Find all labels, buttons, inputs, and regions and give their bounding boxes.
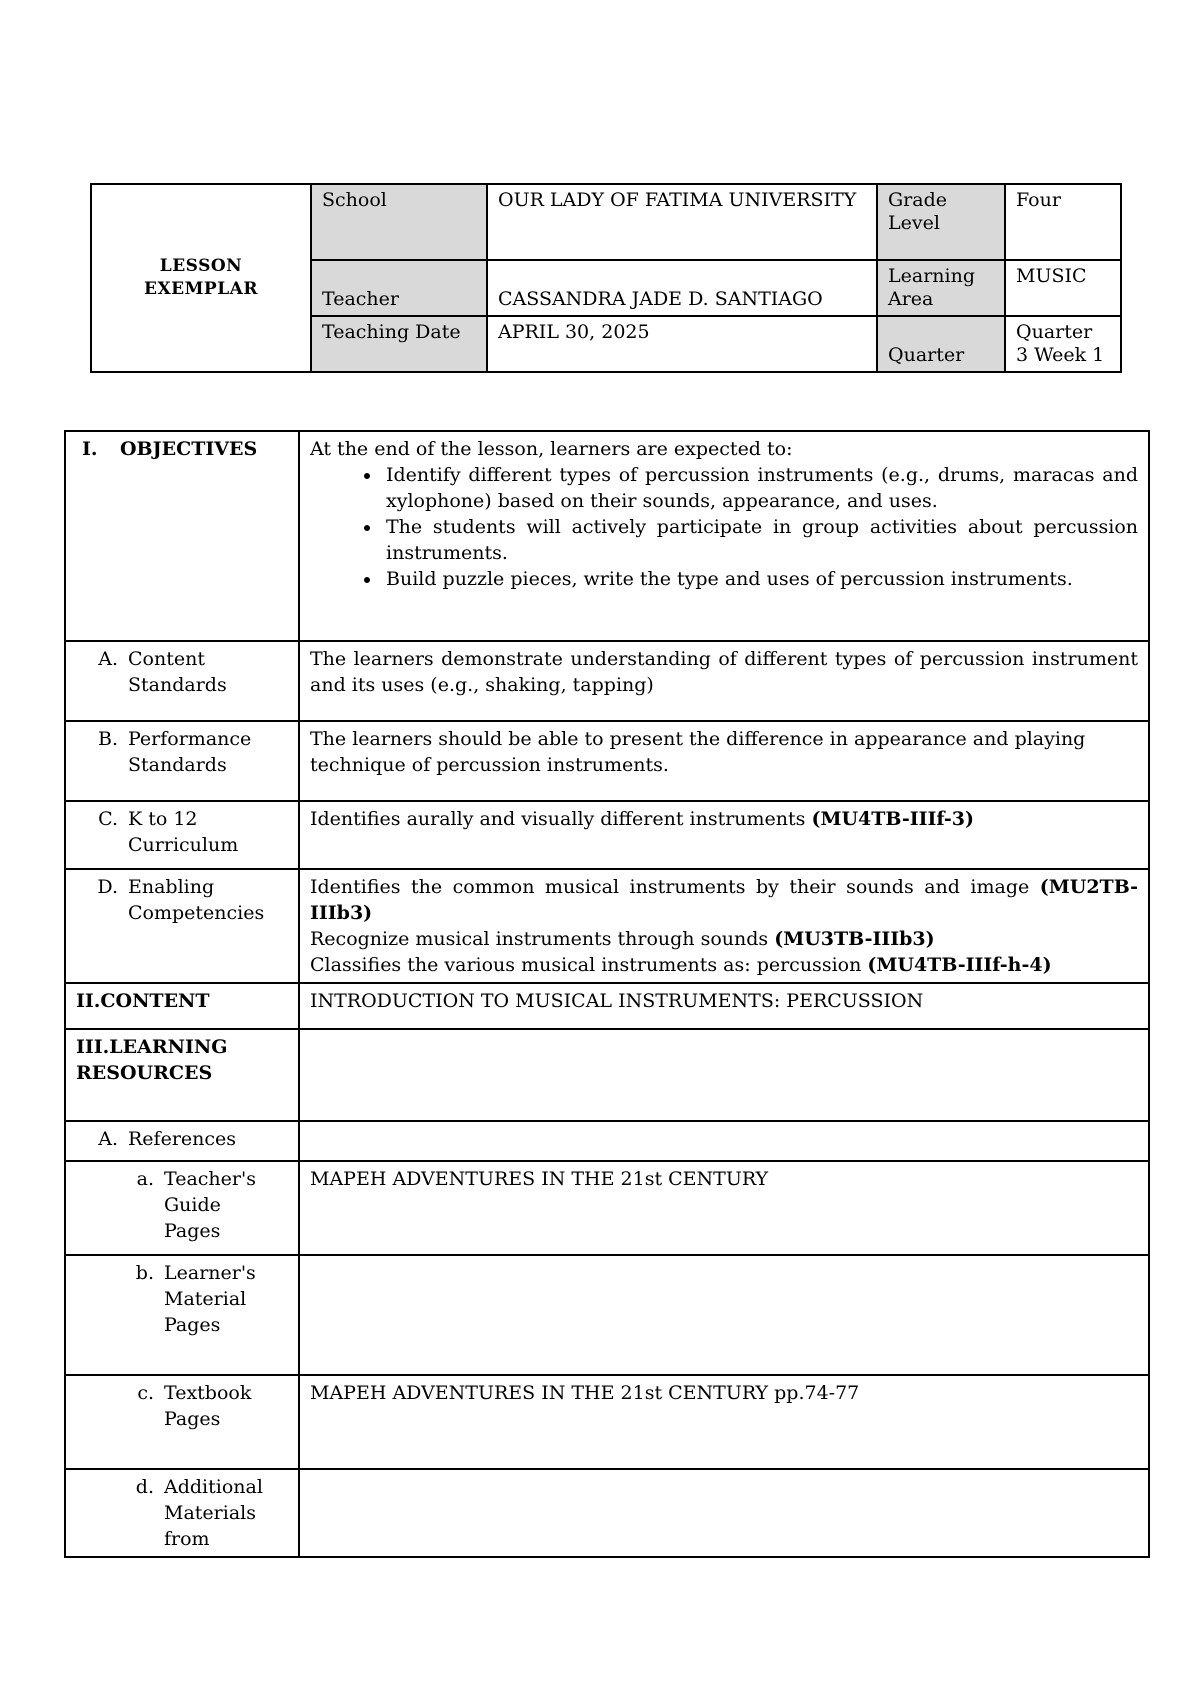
- additional-mark: d.: [135, 1476, 154, 1498]
- learners-material-row: [65, 1255, 1149, 1375]
- header-table: [90, 183, 1122, 373]
- references-label: References: [128, 1128, 237, 1150]
- curriculum-mark: C.: [98, 808, 118, 830]
- curriculum-value: Identifies aurally and visually different instruments: [310, 808, 806, 830]
- additional-label: Additional Materials from: [164, 1476, 263, 1550]
- enabling-competencies-row: [65, 869, 1149, 983]
- school-value: OUR LADY OF FATIMA UNIVERSITY: [487, 184, 877, 260]
- additional-value: [299, 1469, 1149, 1557]
- content-standards-label: Content Standards: [128, 648, 227, 696]
- teachers-guide-value: MAPEH ADVENTURES IN THE 21st CENTURY: [299, 1161, 1149, 1255]
- enabling-mark: D.: [97, 876, 118, 898]
- objectives-row: [65, 431, 1149, 641]
- grade-level-value: Four: [1005, 184, 1121, 260]
- content-standards-value: The learners demonstrate understanding of different types of percussion instrument and its uses (e.g., shaking, tapping): [299, 641, 1149, 721]
- objectives-label: OBJECTIVES: [120, 438, 258, 460]
- objectives-number: I.: [82, 438, 98, 460]
- competency-code: (MU3TB-IIIb3): [774, 928, 935, 950]
- textbook-value: MAPEH ADVENTURES IN THE 21st CENTURY pp.74-77: [299, 1375, 1149, 1469]
- learners-material-value: [299, 1255, 1149, 1375]
- learning-resources-value: [299, 1029, 1149, 1121]
- competency-code: (MU4TB-IIIf-h-4): [867, 954, 1052, 976]
- references-mark: A.: [98, 1128, 118, 1150]
- curriculum-label: K to 12 Curriculum: [128, 808, 239, 856]
- lesson-exemplar-title: LESSON EXEMPLAR: [91, 184, 311, 372]
- performance-standards-label: Performance Standards: [128, 728, 252, 776]
- references-row: [65, 1121, 1149, 1161]
- objective-item: • Build puzzle pieces, write the type and uses of percussion instruments.: [382, 566, 1138, 592]
- objectives-list: [310, 462, 1138, 592]
- textbook-row: [65, 1375, 1149, 1469]
- teacher-label: Teacher: [311, 260, 487, 316]
- curriculum-code: (MU4TB-IIIf-3): [811, 808, 974, 830]
- competency-code: (MU2TB-IIIb3): [310, 876, 1138, 924]
- competency-text: Identifies the common musical instruments by their sounds and image: [310, 876, 1030, 898]
- performance-standards-mark: B.: [97, 728, 118, 750]
- grade-level-label: Grade Level: [877, 184, 1005, 260]
- teachers-guide-label: Teacher's Guide Pages: [164, 1168, 256, 1242]
- content-row: [65, 983, 1149, 1029]
- content-value: INTRODUCTION TO MUSICAL INSTRUMENTS: PERCUSSION: [299, 983, 1149, 1029]
- teachers-guide-mark: a.: [136, 1168, 154, 1190]
- learners-material-mark: b.: [135, 1262, 154, 1284]
- competency-text: Recognize musical instruments through sounds: [310, 928, 769, 950]
- teacher-value: CASSANDRA JADE D. SANTIAGO: [487, 260, 877, 316]
- enabling-label: Enabling Competencies: [128, 876, 265, 924]
- competency-line: [310, 952, 1138, 978]
- content-standards-mark: A.: [98, 648, 118, 670]
- lesson-table: [64, 430, 1150, 1558]
- curriculum-cell: [299, 801, 1149, 869]
- quarter-label: Quarter: [877, 316, 1005, 372]
- competency-text: Classifies the various musical instruments as: percussion: [310, 954, 862, 976]
- quarter-value: Quarter 3 Week 1: [1005, 316, 1121, 372]
- objective-item: • Identify different types of percussion instruments (e.g., drums, maracas and xylophone) based on their sounds, appearance, and uses.: [382, 462, 1138, 514]
- curriculum-row: [65, 801, 1149, 869]
- objective-item: • The students will actively participate in group activities about percussion instruments.: [382, 514, 1138, 566]
- competency-line: [310, 926, 1138, 952]
- learning-resources-row: [65, 1029, 1149, 1121]
- performance-standards-value: The learners should be able to present the difference in appearance and playing technique of percussion instruments.: [299, 721, 1149, 801]
- school-label: School: [311, 184, 487, 260]
- content-standards-row: [65, 641, 1149, 721]
- objectives-intro: At the end of the lesson, learners are expected to:: [310, 438, 793, 460]
- content-label: II.CONTENT: [65, 983, 299, 1029]
- textbook-mark: c.: [137, 1382, 154, 1404]
- enabling-competencies-cell: [299, 869, 1149, 983]
- learners-material-label: Learner's Material Pages: [164, 1262, 256, 1336]
- learning-area-value: MUSIC: [1005, 260, 1121, 316]
- competency-line: [310, 874, 1138, 926]
- teaching-date-label: Teaching Date: [311, 316, 487, 372]
- performance-standards-row: [65, 721, 1149, 801]
- additional-materials-row: [65, 1469, 1149, 1557]
- learning-area-label: Learning Area: [877, 260, 1005, 316]
- teaching-date-value: APRIL 30, 2025: [487, 316, 877, 372]
- teachers-guide-row: [65, 1161, 1149, 1255]
- references-value: [299, 1121, 1149, 1161]
- textbook-label: Textbook Pages: [164, 1382, 252, 1430]
- learning-resources-label: III.LEARNING RESOURCES: [65, 1029, 299, 1121]
